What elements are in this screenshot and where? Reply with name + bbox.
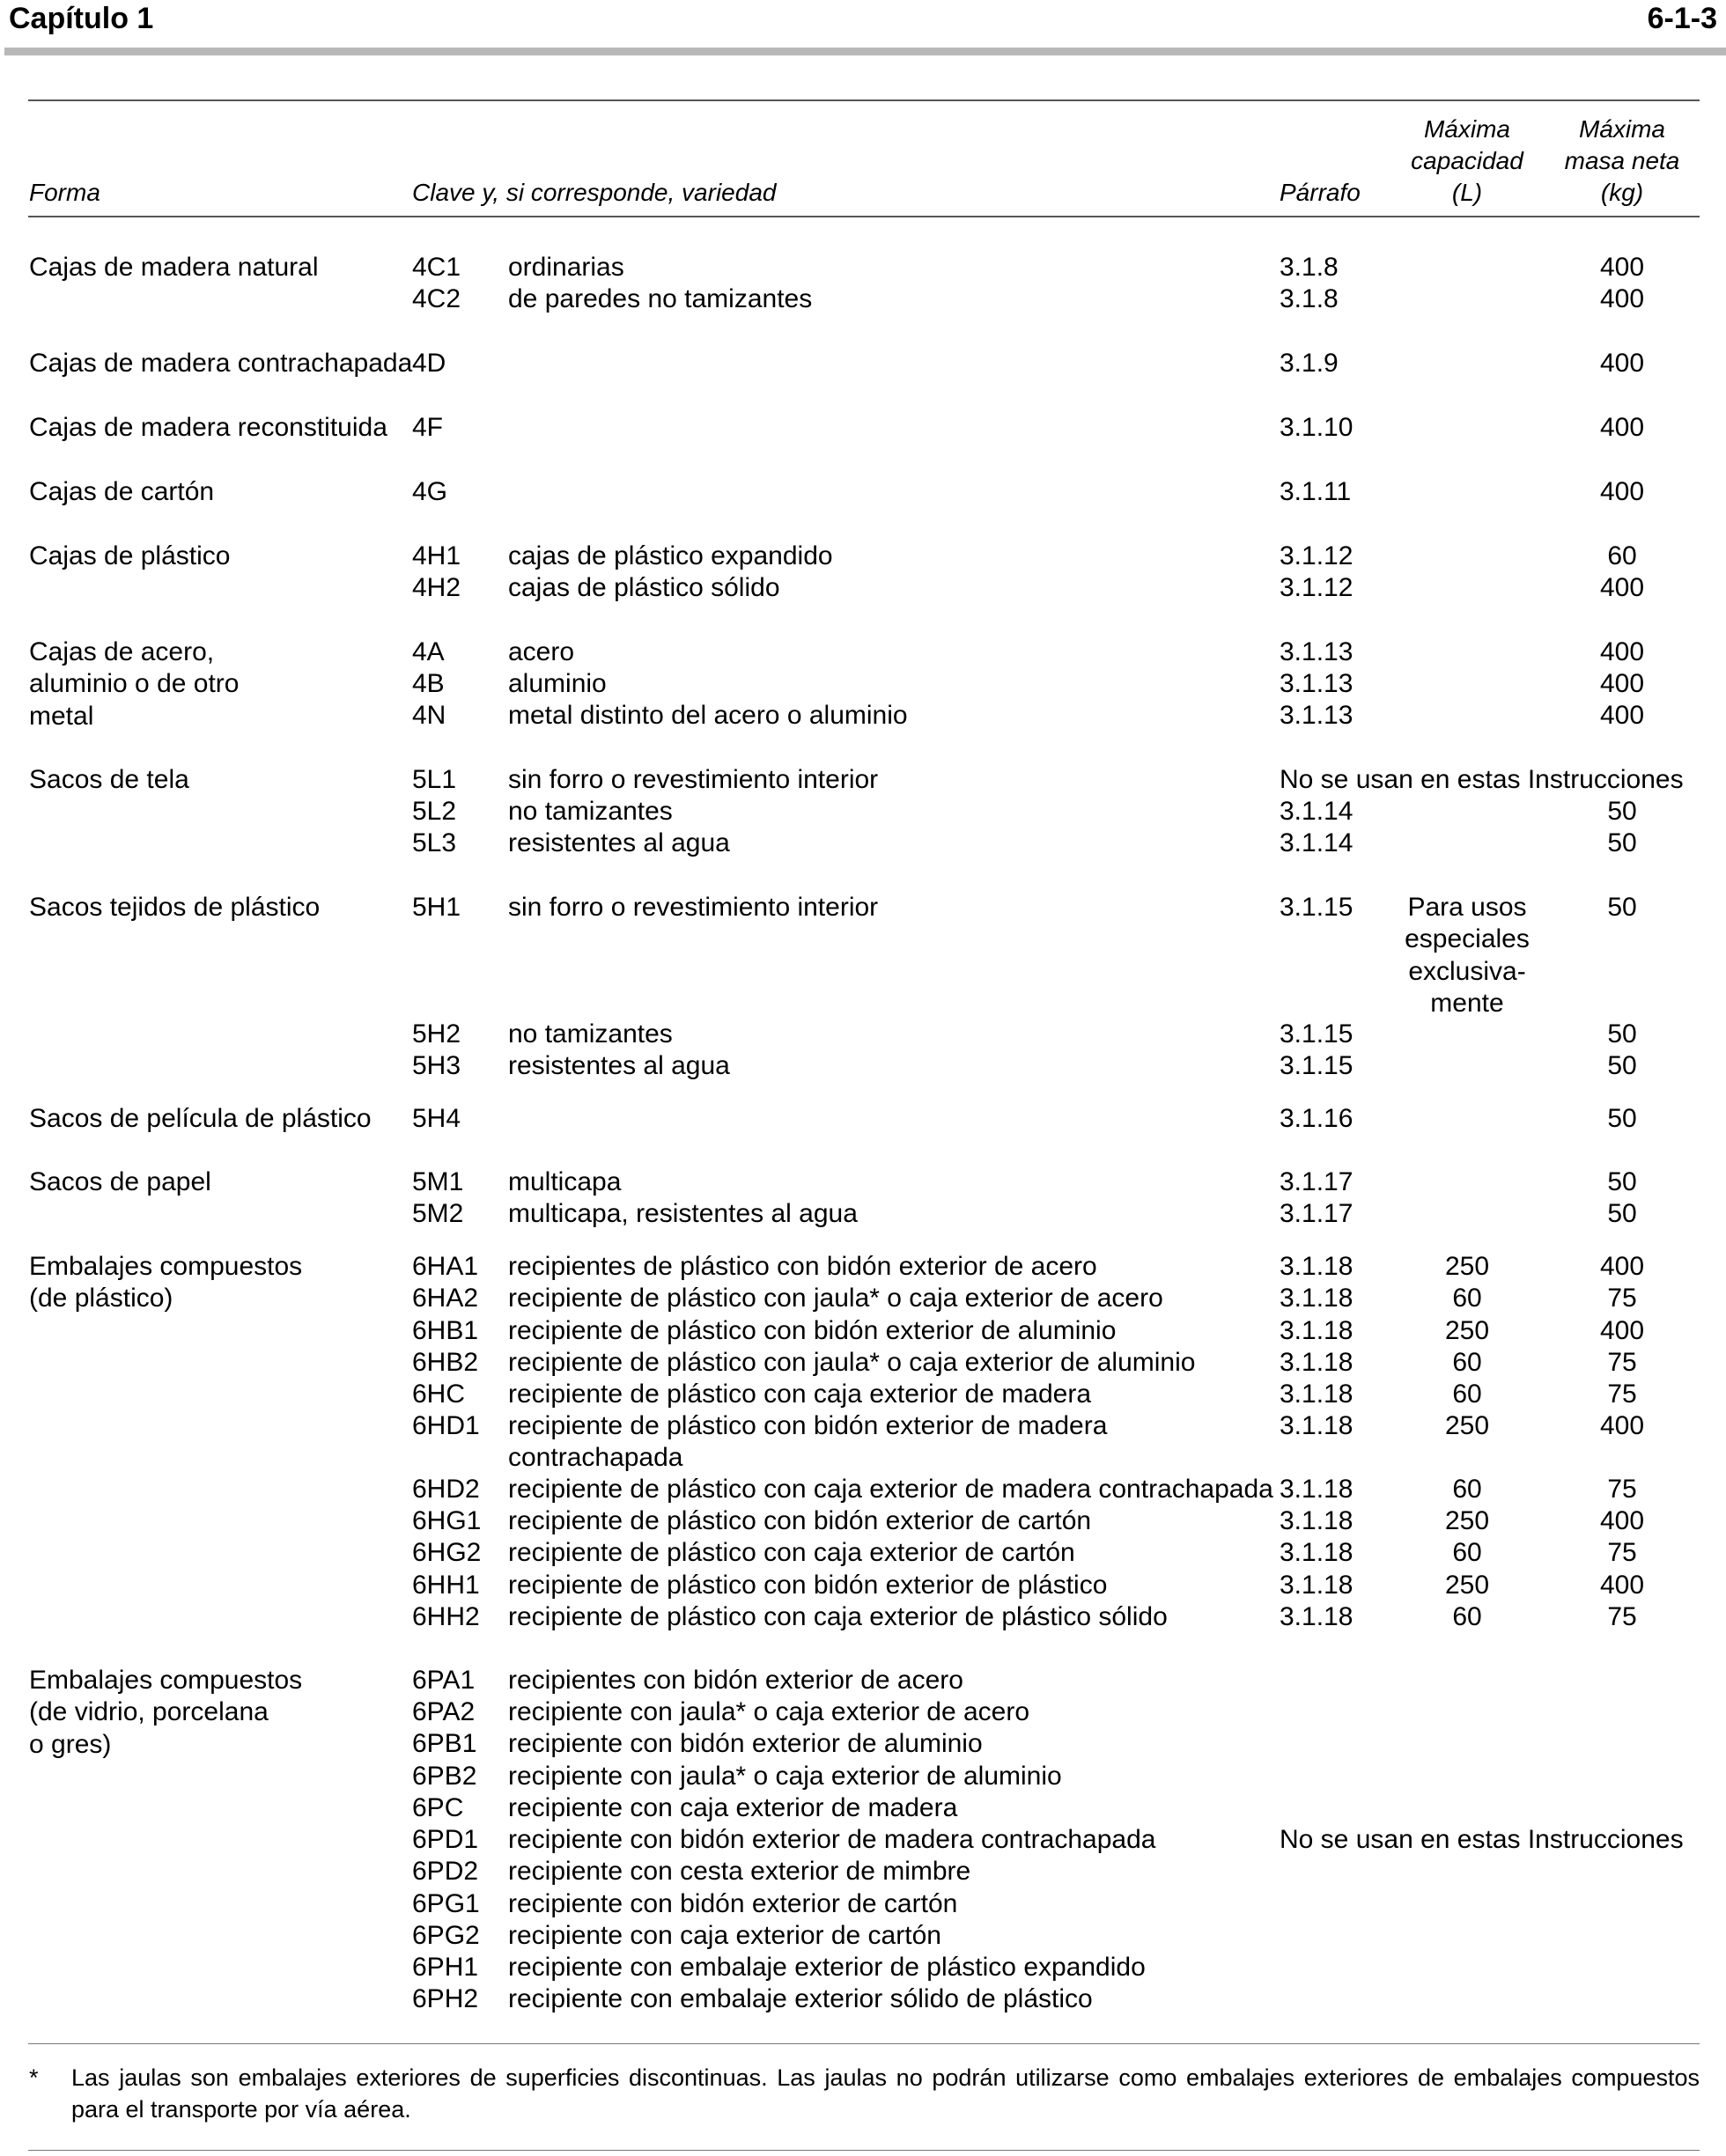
- masa-cell: 400: [1599, 1571, 1645, 1600]
- parrafo-cell: 3.1.10: [1280, 413, 1354, 442]
- masa-cell: 75: [1607, 1538, 1637, 1567]
- parrafo-cell: 3.1.13: [1280, 669, 1354, 698]
- parrafo-cell: 3.1.16: [1280, 1104, 1354, 1133]
- clave-cell: 5M1: [412, 1167, 464, 1196]
- clave-cell: 4H1: [412, 541, 461, 570]
- masa-cell: 400: [1599, 701, 1645, 730]
- variedad-cell: recipiente con caja exterior de madera: [508, 1793, 958, 1822]
- forma-cell: Sacos de tela: [29, 765, 189, 794]
- masa-cell: 400: [1599, 573, 1645, 602]
- forma-cell: aluminio o de otro: [29, 669, 240, 699]
- clave-cell: 6PH2: [412, 1984, 479, 2013]
- clave-cell: 6HD2: [412, 1475, 480, 1504]
- variedad-cell: sin forro o revestimiento interior: [508, 893, 879, 922]
- masa-cell: 50: [1607, 1051, 1637, 1080]
- variedad-cell: cajas de plástico sólido: [508, 573, 780, 602]
- masa-cell: 60: [1607, 541, 1637, 570]
- capacidad-cell: 250: [1444, 1571, 1490, 1600]
- capacidad-cell: 60: [1452, 1538, 1482, 1567]
- forma-cell: metal: [29, 701, 94, 731]
- variedad-cell: de paredes no tamizantes: [508, 284, 813, 313]
- clave-cell: 5H1: [412, 893, 461, 922]
- parrafo-cell: 3.1.18: [1280, 1571, 1354, 1600]
- variedad-cell: no tamizantes: [508, 1019, 673, 1049]
- masa-cell: 50: [1607, 797, 1637, 826]
- forma-cell: Cajas de acero,: [29, 637, 215, 666]
- parrafo-cell: 3.1.18: [1280, 1411, 1354, 1440]
- clave-cell: 6PD1: [412, 1825, 479, 1854]
- capacidad-cell: 250: [1444, 1252, 1490, 1281]
- col-header-masa-2: masa neta: [1564, 147, 1680, 174]
- variedad-cell: recipiente de plástico con bidón exterior de cartón: [508, 1506, 1092, 1535]
- variedad-cell: recipiente con bidón exterior de cartón: [508, 1889, 958, 1918]
- clave-cell: 5L2: [412, 797, 457, 826]
- parrafo-cell: 3.1.12: [1280, 541, 1354, 570]
- parrafo-cell: 3.1.18: [1280, 1316, 1354, 1345]
- variedad-cell: aluminio: [508, 669, 607, 698]
- variedad-cell: recipiente de plástico con jaula* o caja exterior de acero: [508, 1284, 1163, 1313]
- capacidad-cell: 60: [1452, 1380, 1482, 1409]
- capacidad-cell: Para usos: [1407, 893, 1527, 922]
- clave-cell: 6PC: [412, 1793, 464, 1822]
- header-divider: [4, 48, 1726, 55]
- clave-cell: 4A: [412, 637, 445, 666]
- parrafo-cell: 3.1.11: [1280, 477, 1352, 506]
- masa-cell: 75: [1607, 1475, 1637, 1504]
- parrafo-cell: 3.1.12: [1280, 573, 1354, 602]
- capacidad-cell: 60: [1452, 1348, 1482, 1377]
- clave-cell: 6HA2: [412, 1284, 479, 1313]
- clave-cell: 6PA2: [412, 1697, 476, 1726]
- parrafo-cell: 3.1.8: [1280, 284, 1339, 313]
- variedad-cell: multicapa: [508, 1167, 622, 1196]
- clave-cell: 4C2: [412, 284, 461, 313]
- variedad-cell: ordinarias: [508, 253, 624, 282]
- parrafo-cell: 3.1.14: [1280, 828, 1354, 857]
- parrafo-cell: 3.1.18: [1280, 1380, 1354, 1409]
- parrafo-cell: 3.1.17: [1280, 1199, 1354, 1228]
- parrafo-cell: 3.1.8: [1280, 253, 1339, 282]
- capacidad-cell: 60: [1452, 1475, 1482, 1504]
- not-used-note: No se usan en estas Instrucciones: [1280, 765, 1684, 794]
- capacidad-cell: exclusiva-: [1408, 956, 1526, 986]
- variedad-cell: recipiente de plástico con jaula* o caja exterior de aluminio: [508, 1348, 1196, 1377]
- clave-cell: 5L3: [412, 828, 457, 857]
- parrafo-cell: 3.1.15: [1280, 1019, 1354, 1049]
- footnote-rule: [28, 2043, 1700, 2044]
- variedad-cell: multicapa, resistentes al agua: [508, 1199, 858, 1228]
- capacidad-cell: 60: [1452, 1602, 1482, 1631]
- capacidad-cell: 250: [1444, 1316, 1490, 1345]
- col-header-parrafo: Párrafo: [1280, 179, 1361, 206]
- clave-cell: 6HG2: [412, 1538, 482, 1567]
- variedad-cell: recipiente de plástico con bidón exterior de madera: [508, 1411, 1108, 1440]
- clave-cell: 6HA1: [412, 1252, 479, 1281]
- variedad-cell: cajas de plástico expandido: [508, 541, 833, 570]
- variedad-cell: recipiente con bidón exterior de aluminio: [508, 1729, 983, 1758]
- variedad-cell: sin forro o revestimiento interior: [508, 765, 879, 794]
- variedad-cell: recipientes de plástico con bidón exterior de acero: [508, 1252, 1097, 1281]
- forma-cell: o gres): [29, 1729, 112, 1759]
- masa-cell: 75: [1607, 1380, 1637, 1409]
- clave-cell: 6PG1: [412, 1889, 480, 1918]
- variedad-cell: recipiente de plástico con caja exterior de madera contrachapada: [508, 1475, 1273, 1504]
- capacidad-cell: 60: [1452, 1284, 1482, 1313]
- parrafo-cell: 3.1.15: [1280, 893, 1354, 922]
- forma-cell: Sacos tejidos de plástico: [29, 893, 321, 922]
- variedad-cell: recipiente con bidón exterior de madera contrachapada: [508, 1825, 1156, 1854]
- variedad-cell: resistentes al agua: [508, 828, 730, 857]
- masa-cell: 400: [1599, 349, 1645, 378]
- parrafo-cell: 3.1.18: [1280, 1538, 1354, 1567]
- clave-cell: 6PB1: [412, 1729, 477, 1758]
- parrafo-cell: 3.1.18: [1280, 1602, 1354, 1631]
- variedad-cell: no tamizantes: [508, 797, 673, 826]
- parrafo-cell: 3.1.15: [1280, 1051, 1354, 1080]
- parrafo-cell: 3.1.14: [1280, 797, 1354, 826]
- variedad-cell: recipiente con jaula* o caja exterior de aluminio: [508, 1762, 1062, 1791]
- footnote-text: Las jaulas son embalajes exteriores de superficies discontinuas. Las jaulas no podrán utilizarse como embalajes exteriores de embalajes compuestos para el transporte por vía aérea.: [71, 2064, 1700, 2123]
- masa-cell: 400: [1599, 1252, 1645, 1281]
- variedad-cell: recipiente de plástico con caja exterior de plástico sólido: [508, 1602, 1168, 1631]
- capacidad-cell: 250: [1444, 1506, 1490, 1535]
- variedad-cell: recipiente con caja exterior de cartón: [508, 1921, 941, 1950]
- variedad-cell: recipientes con bidón exterior de acero: [508, 1666, 963, 1695]
- clave-cell: 6PB2: [412, 1762, 477, 1791]
- masa-cell: 400: [1599, 637, 1645, 666]
- variedad-cell: contrachapada: [508, 1443, 683, 1473]
- col-header-forma: Forma: [29, 179, 100, 206]
- masa-cell: 400: [1599, 1506, 1645, 1535]
- masa-cell: 75: [1607, 1284, 1637, 1313]
- masa-cell: 50: [1607, 1104, 1637, 1133]
- clave-cell: 5L1: [412, 765, 457, 794]
- clave-cell: 4D: [412, 349, 446, 378]
- capacidad-cell: mente: [1430, 988, 1504, 1018]
- masa-cell: 400: [1599, 413, 1645, 442]
- forma-cell: Cajas de madera reconstituida: [29, 413, 387, 442]
- not-used-note: No se usan en estas Instrucciones: [1280, 1825, 1684, 1854]
- masa-cell: 400: [1599, 669, 1645, 698]
- variedad-cell: recipiente de plástico con caja exterior de madera: [508, 1380, 1092, 1409]
- forma-cell: Cajas de cartón: [29, 477, 215, 506]
- footnote-mark: *: [29, 2064, 39, 2091]
- col-header-clave: Clave y, si corresponde, variedad: [412, 179, 777, 206]
- col-header-capacidad-3: (L): [1451, 179, 1483, 206]
- capacidad-cell: 250: [1444, 1411, 1490, 1440]
- clave-cell: 6PD2: [412, 1857, 479, 1886]
- parrafo-cell: 3.1.9: [1280, 349, 1339, 378]
- masa-cell: 400: [1599, 284, 1645, 313]
- parrafo-cell: 3.1.18: [1280, 1506, 1354, 1535]
- variedad-cell: recipiente de plástico con bidón exterior de plástico: [508, 1571, 1108, 1600]
- forma-cell: Embalajes compuestos: [29, 1252, 303, 1281]
- clave-cell: 6HH2: [412, 1602, 480, 1631]
- clave-cell: 4B: [412, 669, 445, 698]
- clave-cell: 6HB1: [412, 1316, 479, 1345]
- forma-cell: (de plástico): [29, 1284, 173, 1313]
- clave-cell: 5M2: [412, 1199, 464, 1228]
- page-bottom-rule: [28, 2150, 1700, 2151]
- parrafo-cell: 3.1.13: [1280, 701, 1354, 730]
- masa-cell: 50: [1607, 1167, 1637, 1196]
- clave-cell: 6HG1: [412, 1506, 482, 1535]
- forma-cell: Cajas de plástico: [29, 541, 231, 570]
- variedad-cell: recipiente con jaula* o caja exterior de acero: [508, 1697, 1030, 1726]
- table-top-rule: [28, 99, 1700, 101]
- parrafo-cell: 3.1.18: [1280, 1348, 1354, 1377]
- parrafo-cell: 3.1.13: [1280, 637, 1354, 666]
- variedad-cell: resistentes al agua: [508, 1051, 730, 1080]
- masa-cell: 75: [1607, 1602, 1637, 1631]
- forma-cell: Embalajes compuestos: [29, 1666, 303, 1695]
- clave-cell: 4N: [412, 701, 446, 730]
- col-header-masa-3: (kg): [1600, 179, 1644, 206]
- variedad-cell: metal distinto del acero o aluminio: [508, 701, 908, 730]
- clave-cell: 4F: [412, 413, 444, 442]
- variedad-cell: recipiente de plástico con caja exterior de cartón: [508, 1538, 1075, 1567]
- variedad-cell: recipiente de plástico con bidón exterior de aluminio: [508, 1316, 1117, 1345]
- parrafo-cell: 3.1.18: [1280, 1284, 1354, 1313]
- forma-cell: Sacos de película de plástico: [29, 1104, 372, 1133]
- clave-cell: 6PG2: [412, 1921, 480, 1950]
- col-header-masa-1: Máxima: [1578, 115, 1665, 143]
- variedad-cell: recipiente con embalaje exterior sólido de plástico: [508, 1984, 1093, 2013]
- clave-cell: 5H3: [412, 1051, 461, 1080]
- forma-cell: Sacos de papel: [29, 1167, 211, 1196]
- clave-cell: 6PA1: [412, 1666, 476, 1695]
- variedad-cell: acero: [508, 637, 575, 666]
- masa-cell: 75: [1607, 1348, 1637, 1377]
- clave-cell: 6HC: [412, 1380, 466, 1409]
- masa-cell: 400: [1599, 253, 1645, 282]
- parrafo-cell: 3.1.18: [1280, 1475, 1354, 1504]
- col-header-capacidad-1: Máxima: [1423, 115, 1510, 143]
- forma-cell: (de vidrio, porcelana: [29, 1697, 269, 1727]
- masa-cell: 50: [1607, 1019, 1637, 1049]
- page-header: [0, 0, 1726, 53]
- capacidad-cell: especiales: [1405, 924, 1530, 954]
- clave-cell: 6HB2: [412, 1348, 479, 1377]
- masa-cell: 400: [1599, 1316, 1645, 1345]
- page-number: 6-1-3: [1647, 2, 1717, 35]
- clave-cell: 6PH1: [412, 1953, 479, 1982]
- masa-cell: 50: [1607, 1199, 1637, 1228]
- parrafo-cell: 3.1.18: [1280, 1252, 1354, 1281]
- variedad-cell: recipiente con cesta exterior de mimbre: [508, 1857, 971, 1886]
- masa-cell: 50: [1607, 893, 1637, 922]
- forma-cell: Cajas de madera natural: [29, 253, 319, 282]
- clave-cell: 5H2: [412, 1019, 461, 1049]
- clave-cell: 6HH1: [412, 1571, 480, 1600]
- forma-cell: Cajas de madera contrachapada: [29, 349, 413, 378]
- clave-cell: 4G: [412, 477, 448, 506]
- clave-cell: 4H2: [412, 573, 461, 602]
- header-bottom-rule: [28, 216, 1700, 217]
- masa-cell: 50: [1607, 828, 1637, 857]
- parrafo-cell: 3.1.17: [1280, 1167, 1354, 1196]
- clave-cell: 4C1: [412, 253, 461, 282]
- clave-cell: 6HD1: [412, 1411, 480, 1440]
- col-header-capacidad-2: capacidad: [1411, 147, 1523, 174]
- chapter-title: Capítulo 1: [9, 2, 154, 35]
- masa-cell: 400: [1599, 1411, 1645, 1440]
- masa-cell: 400: [1599, 477, 1645, 506]
- clave-cell: 5H4: [412, 1104, 461, 1133]
- variedad-cell: recipiente con embalaje exterior de plástico expandido: [508, 1953, 1146, 1982]
